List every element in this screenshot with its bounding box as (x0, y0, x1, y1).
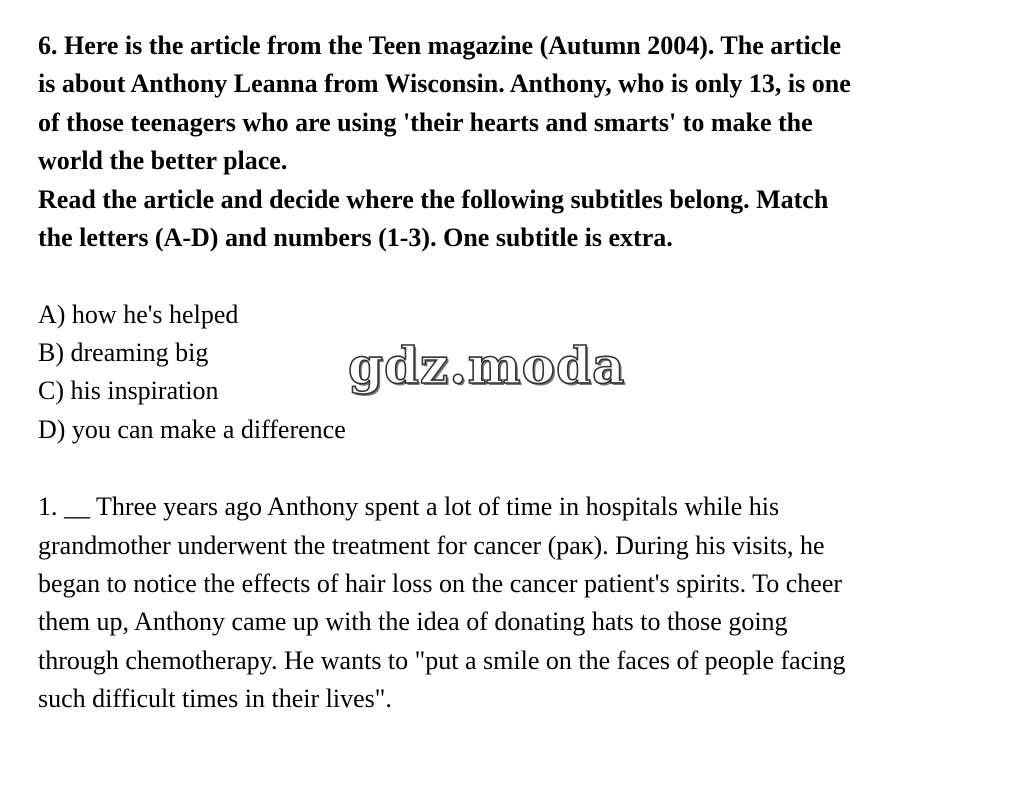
option-c: C) his inspiration (38, 376, 219, 405)
task-heading-line-2: is about Anthony Leanna from Wisconsin. Anthony, who is only 13, is one (38, 69, 851, 98)
task-heading-line-1: 6. Here is the article from the Teen magazine (Autumn 2004). The article (38, 31, 841, 60)
option-a: A) how he's helped (38, 300, 239, 329)
instruction-line-2: the letters (A-D) and numbers (1-3). One subtitle is extra. (38, 223, 673, 252)
option-d: D) you can make a difference (38, 415, 346, 444)
option-b: B) dreaming big (38, 338, 209, 367)
paragraph-1-line-3: began to notice the effects of hair loss on the cancer patient's spirits. To cheer (38, 569, 843, 598)
paragraph-1-line-6: such difficult times in their lives". (38, 684, 392, 713)
task-heading-line-4: world the better place. (38, 146, 288, 175)
instruction-line-1: Read the article and decide where the following subtitles belong. Match (38, 185, 829, 214)
watermark-logo: gdz.moda (348, 336, 626, 395)
paragraph-1-line-5: through chemotherapy. He wants to "put a smile on the faces of people facing (38, 646, 846, 675)
task-heading-line-3: of those teenagers who are using 'their hearts and smarts' to make the (38, 108, 813, 137)
paragraph-1-line-2: grandmother underwent the treatment for cancer (рак). During his visits, he (38, 531, 825, 560)
paragraph-1-line-1: 1. __ Three years ago Anthony spent a lot of time in hospitals while his (38, 492, 780, 521)
paragraph-1-line-4: them up, Anthony came up with the idea of donating hats to those going (38, 607, 788, 636)
